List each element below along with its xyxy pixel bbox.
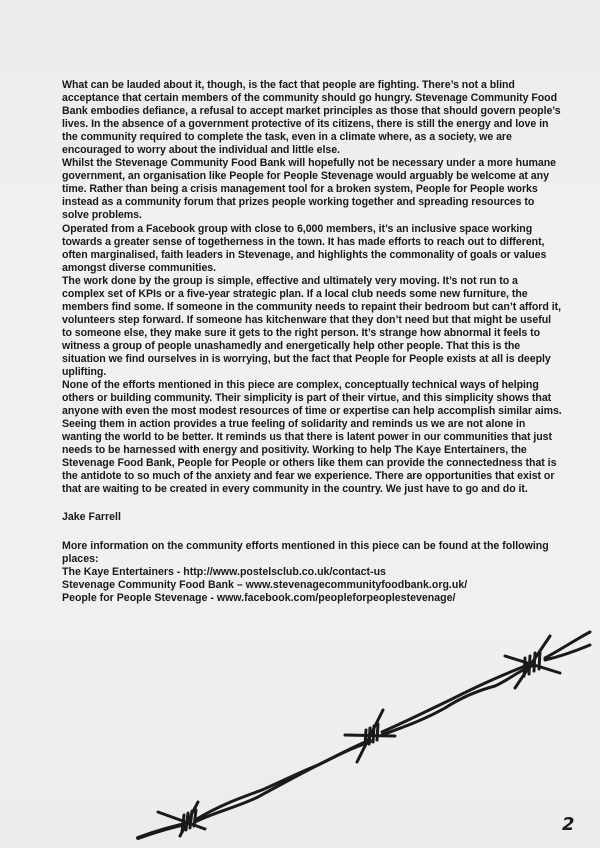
article-paragraph: What can be lauded about it, though, is the fact that people are fighting. There’s not a blind acceptance that certain members of the community should go hungry. Stevenage Community Food Bank embodies defiance, a refusal to accept market principles as those that should govern people’s lives. In the absence of a government protective of its citizens, there is still the energy and love in the community required to complete the task, even in a climate where, as a society, we are encouraged to worry about the individual and little else.: [62, 79, 561, 157]
barb: [158, 802, 205, 836]
link-stevenage-food-bank[interactable]: Stevenage Community Food Bank – www.stevenagecommunityfoodbank.org.uk/: [62, 579, 468, 592]
more-info-intro: More information on the community efforts mentioned in this piece can be found at the following places:: [62, 540, 549, 566]
article-paragraph: Operated from a Facebook group with close to 6,000 members, it’s an inclusive space working towards a greater sense of togetherness in the town. It has made efforts to reach out to different, often marginalised, faith leaders in Stevenage, and highlights the commonality of goals or values amongst diverse communities.: [62, 222, 547, 274]
article-paragraph: Whilst the Stevenage Community Food Bank will hopefully not be necessary under a more humane government, an organisation like People for People Stevenage would arguably be welcome at any time. Rather than being a crisis management tool for a broken system, People for People works instead as a community forum that prizes people working together and spreading resources to solve problems.: [62, 157, 556, 222]
barb: [345, 710, 395, 762]
page-number: 2: [562, 814, 575, 835]
wire-strand: [195, 740, 370, 820]
wire-strand: [382, 666, 532, 735]
link-people-for-people[interactable]: People for People Stevenage - www.facebook.com/peopleforpeoplestevenage/: [62, 592, 456, 605]
article-paragraph: The work done by the group is simple, effective and ultimately very moving. It’s not run to a complex set of KPIs or a five-year strategic plan. If a local club needs some new furniture, the members find some. If someone in the community needs to repaint their bedroom but can’t afford it, volunteers step forward. If someone has kitchenware that they don’t need but that might be useful to someone else, they make sure it gets to the right person. It’s strange how abnormal it feels to witness a group of people unashamedly and energetically help other people. That this is the situation we find ourselves in is worrying, but the fact that People for People exists at all is deeply uplifting.: [62, 274, 561, 379]
wire-strand: [195, 742, 370, 822]
article-paragraph: None of the efforts mentioned in this piece are complex, conceptually technical ways of helping others or building community. Their simplicity is part of their virtue, and this simplicity shows that anyone with even the most modest resources of time or expertise can help accomplish similar aims. Seeing them in action provides a true feeling of solidarity and reminds us we are not alone in wanting the world to be better. It reminds us that there is latent power in our communities that just needs to be harnessed with energy and positivity. Working to help The Kaye Entertainers, the Stevenage Food Bank, People for People or others like them can provide the connectedness that is the antidote to so much of the anxiety and fear we experience. There are opportunities that exist or that are waiting to be created in every community in the country. We just have to go and do it.: [62, 379, 562, 496]
article-body: [62, 79, 562, 497]
wire-strand: [545, 632, 590, 658]
wire-strand: [382, 664, 530, 732]
more-info-section: [62, 540, 562, 605]
barb: [505, 636, 560, 688]
wire-strand: [545, 645, 590, 660]
link-kaye-entertainers[interactable]: The Kaye Entertainers - http://www.postelsclub.co.uk/contact-us: [62, 566, 386, 579]
author-signature: Jake Farrell: [62, 511, 121, 523]
wire-strand: [138, 823, 190, 838]
